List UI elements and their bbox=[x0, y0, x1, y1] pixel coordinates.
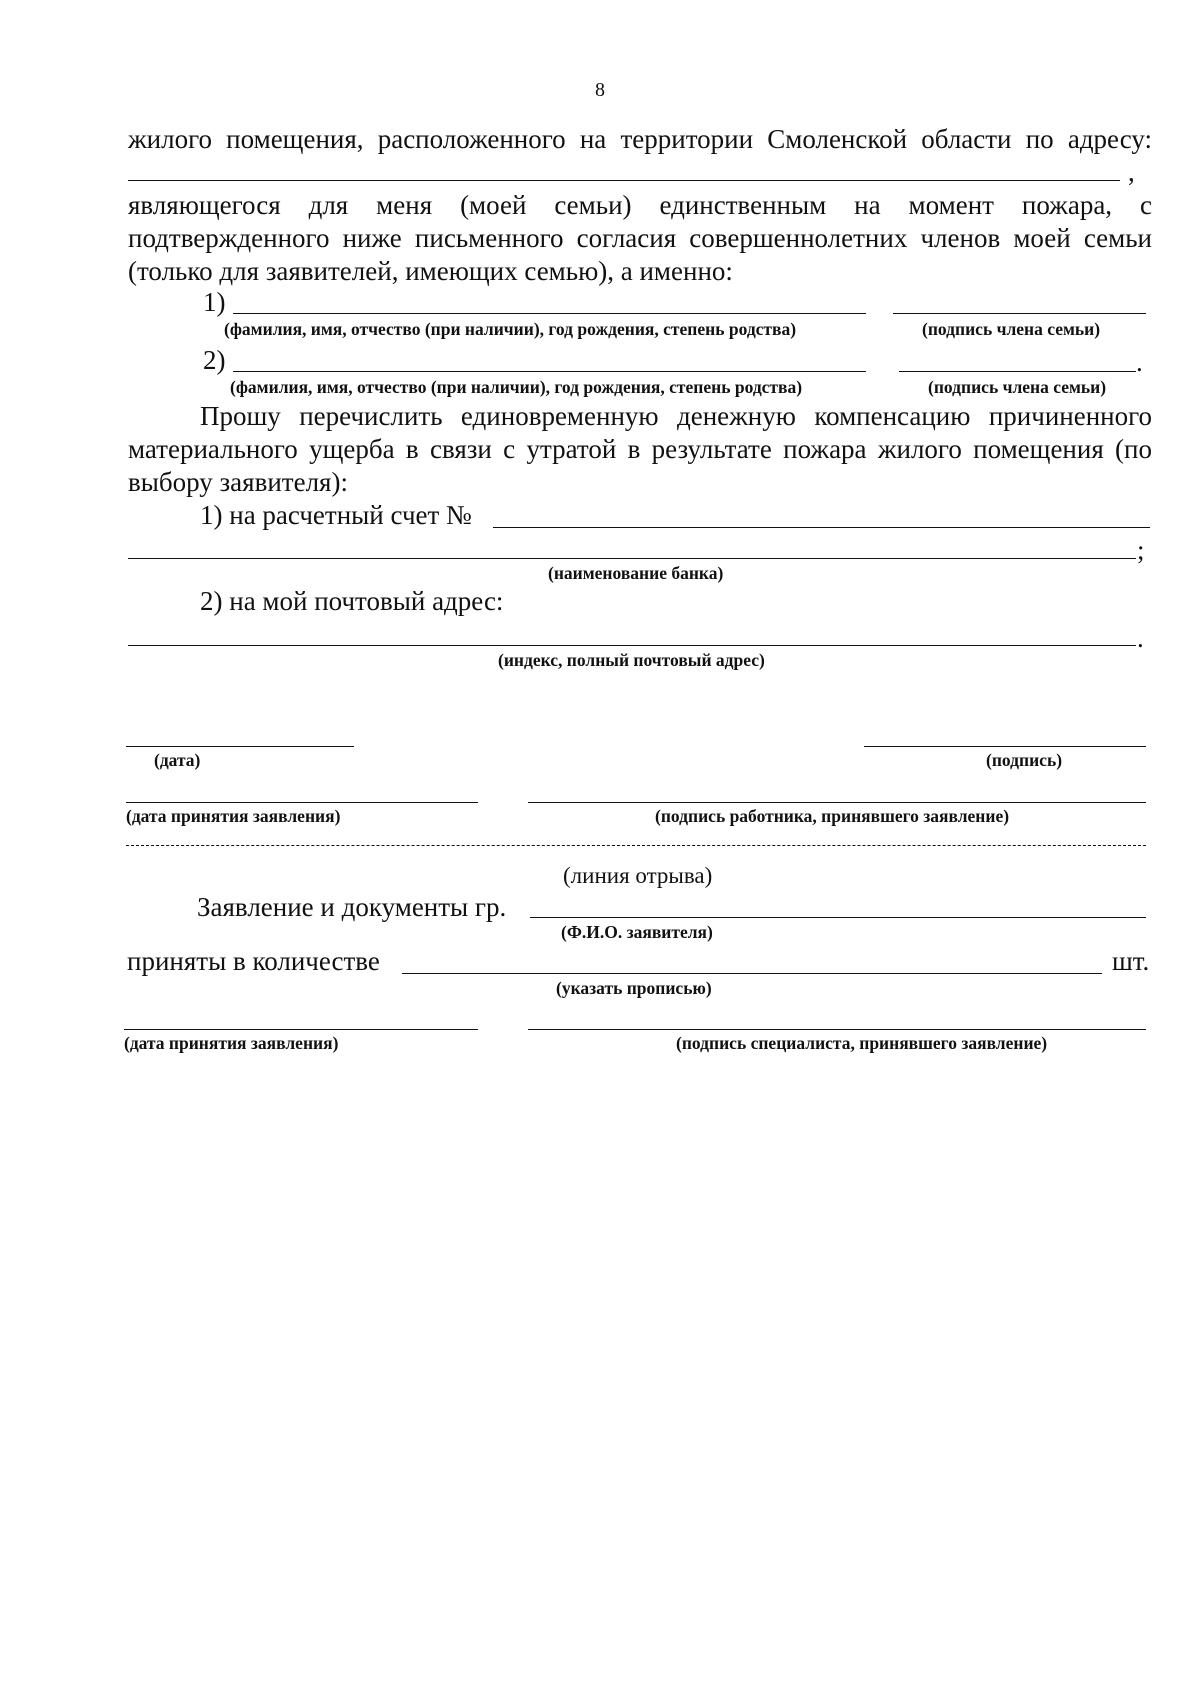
postal-address-caption: (индекс, полный почтовый адрес) bbox=[498, 650, 765, 670]
para2-line2: материального ущерба в связи с утратой в результате пожара жилого помещения (по bbox=[128, 434, 1152, 464]
applicant-fio-line[interactable] bbox=[530, 917, 1146, 918]
family-member-1-name-line[interactable] bbox=[233, 313, 866, 314]
signature-caption: (подпись) bbox=[986, 750, 1063, 770]
receipt-accept-date-line[interactable] bbox=[124, 1029, 478, 1030]
address-intro-text: жилого помещения, расположенного на территории Смоленской области по адресу: bbox=[128, 124, 1152, 154]
account-number-line[interactable] bbox=[493, 527, 1150, 528]
receipt-docs-label: Заявление и документы гр. bbox=[197, 892, 507, 922]
option2-period: . bbox=[1137, 623, 1144, 653]
receipt-quantity-label: приняты в количестве bbox=[127, 946, 380, 976]
para2-line1: Прошу перечислить единовременную денежную компенсацию причиненного bbox=[200, 401, 1152, 431]
bank-name-caption: (наименование банка) bbox=[548, 563, 724, 583]
specialist-signature-line[interactable] bbox=[528, 1029, 1146, 1030]
quantity-line[interactable] bbox=[402, 973, 1102, 974]
option2-label: 2) на мой почтовый адрес: bbox=[200, 586, 504, 616]
specialist-signature-caption: (подпись специалиста, принявшего заявление) bbox=[676, 1033, 1048, 1053]
address-comma: , bbox=[1128, 157, 1135, 187]
date-line[interactable] bbox=[126, 746, 354, 747]
date-caption: (дата) bbox=[154, 750, 201, 770]
receipt-accept-date-caption: (дата принятия заявления) bbox=[124, 1033, 339, 1053]
family-member-1-number: 1) bbox=[203, 287, 226, 317]
para1-line2: подтвержденного ниже письменного согласия совершеннолетних членов моей семьи bbox=[128, 223, 1152, 253]
receipt-unit: шт. bbox=[1112, 946, 1150, 976]
family-member-2-period: . bbox=[1136, 347, 1143, 377]
address-input-line[interactable] bbox=[128, 180, 1120, 181]
para1-line3: (только для заявителей, имеющих семью), а именно: bbox=[128, 256, 733, 286]
family-member-2-number: 2) bbox=[203, 345, 226, 375]
family-member-2-name-line[interactable] bbox=[233, 371, 866, 372]
family-member-1-name-caption: (фамилия, имя, отчество (при наличии), год рождения, степень родства) bbox=[224, 319, 797, 339]
family-member-2-signature-caption: (подпись члена семьи) bbox=[928, 377, 1107, 397]
applicant-fio-caption: (Ф.И.О. заявителя) bbox=[561, 922, 713, 942]
accept-date-caption: (дата принятия заявления) bbox=[126, 806, 341, 826]
family-member-1-signature-caption: (подпись члена семьи) bbox=[922, 319, 1101, 339]
bank-name-line[interactable] bbox=[128, 558, 1136, 559]
page-number: 8 bbox=[595, 79, 605, 101]
family-member-2-name-caption: (фамилия, имя, отчество (при наличии), год рождения, степень родства) bbox=[230, 377, 803, 397]
quantity-caption: (указать прописью) bbox=[556, 978, 712, 998]
family-member-1-signature-line[interactable] bbox=[893, 313, 1146, 314]
family-member-2-signature-line[interactable] bbox=[899, 371, 1136, 372]
para2-line3: выбору заявителя): bbox=[128, 467, 348, 497]
option1-label: 1) на расчетный счет № bbox=[200, 500, 472, 530]
option1-semicolon: ; bbox=[1137, 535, 1145, 565]
postal-address-line[interactable] bbox=[128, 645, 1136, 646]
worker-signature-caption: (подпись работника, принявшего заявление) bbox=[655, 806, 1010, 826]
tear-line bbox=[126, 845, 1146, 846]
signature-line[interactable] bbox=[864, 746, 1146, 747]
worker-signature-line[interactable] bbox=[528, 802, 1146, 803]
para1-line1: являющегося для меня (моей семьи) единственным на момент пожара, с bbox=[128, 190, 1152, 220]
tear-line-caption: (линия отрыва) bbox=[563, 863, 713, 888]
accept-date-line[interactable] bbox=[126, 802, 478, 803]
